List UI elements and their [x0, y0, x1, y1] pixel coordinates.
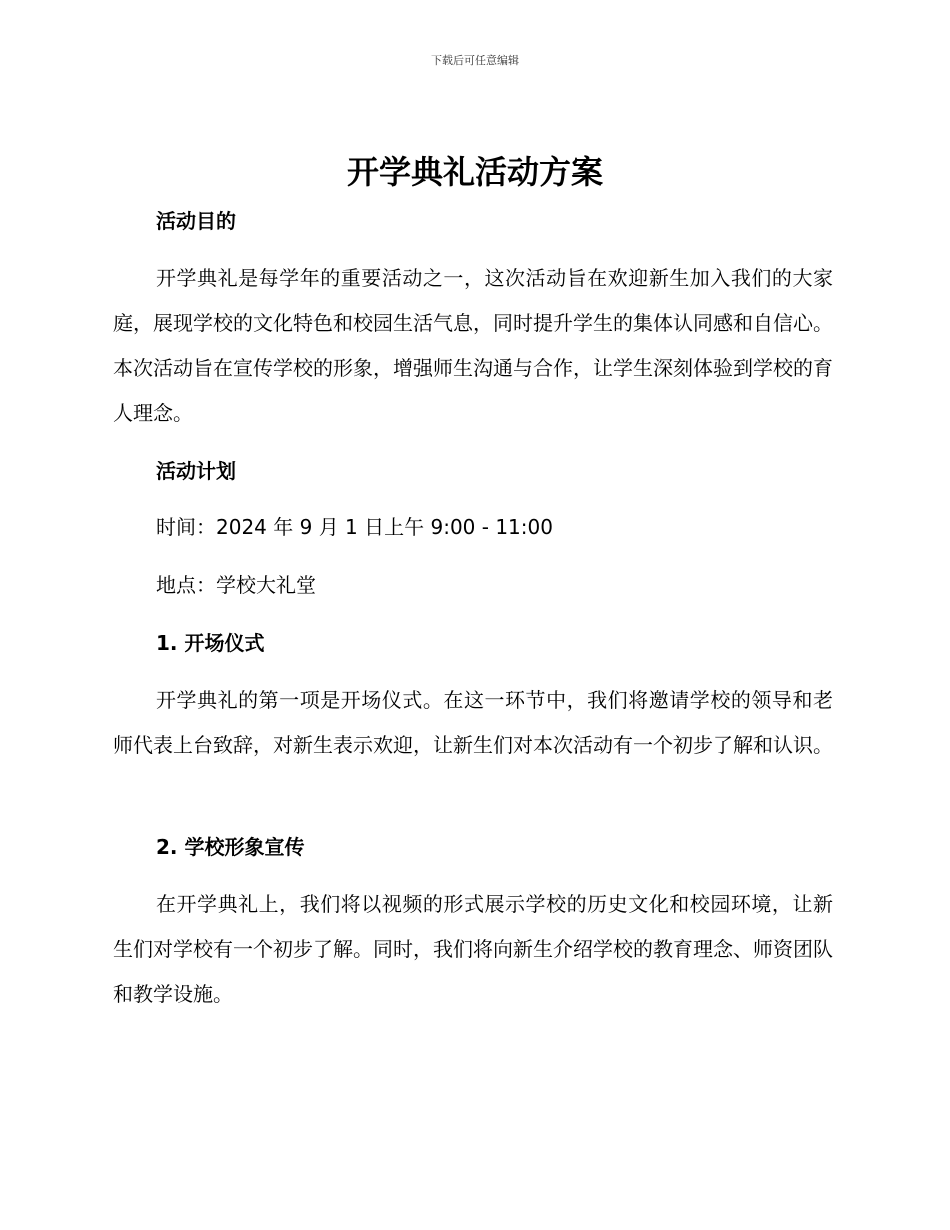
section2-heading: 2. 学校形象宣传 — [156, 835, 305, 859]
plan-heading: 活动计划 — [156, 459, 236, 483]
purpose-heading: 活动目的 — [156, 209, 236, 233]
plan-time: 时间：2024 年 9 月 1 日上午 9:00 - 11:00 — [156, 515, 553, 539]
purpose-paragraph: 开学典礼是每学年的重要活动之一，这次活动旨在欢迎新生加入我们的大家庭，展现学校的文化特色和校园生活气息，同时提升学生的集体认同感和自信心。本次活动旨在宣传学校的形象，增强师生沟通与合作，让学生深刻体验到学校的育人理念。 — [113, 266, 833, 425]
section2-paragraph: 在开学典礼上，我们将以视频的形式展示学校的历史文化和校园环境，让新生们对学校有一个初步了解。同时，我们将向新生介绍学校的教育理念、师资团队和教学设施。 — [113, 892, 833, 1006]
section1-paragraph: 开学典礼的第一项是开场仪式。在这一环节中，我们将邀请学校的领导和老师代表上台致辞，对新生表示欢迎，让新生们对本次活动有一个初步了解和认识。 — [113, 688, 833, 757]
document-title: 开学典礼活动方案 — [346, 153, 603, 191]
plan-location: 地点：学校大礼堂 — [156, 573, 316, 597]
section1-heading: 1. 开场仪式 — [156, 631, 265, 655]
header-note: 下载后可任意编辑 — [431, 54, 519, 67]
